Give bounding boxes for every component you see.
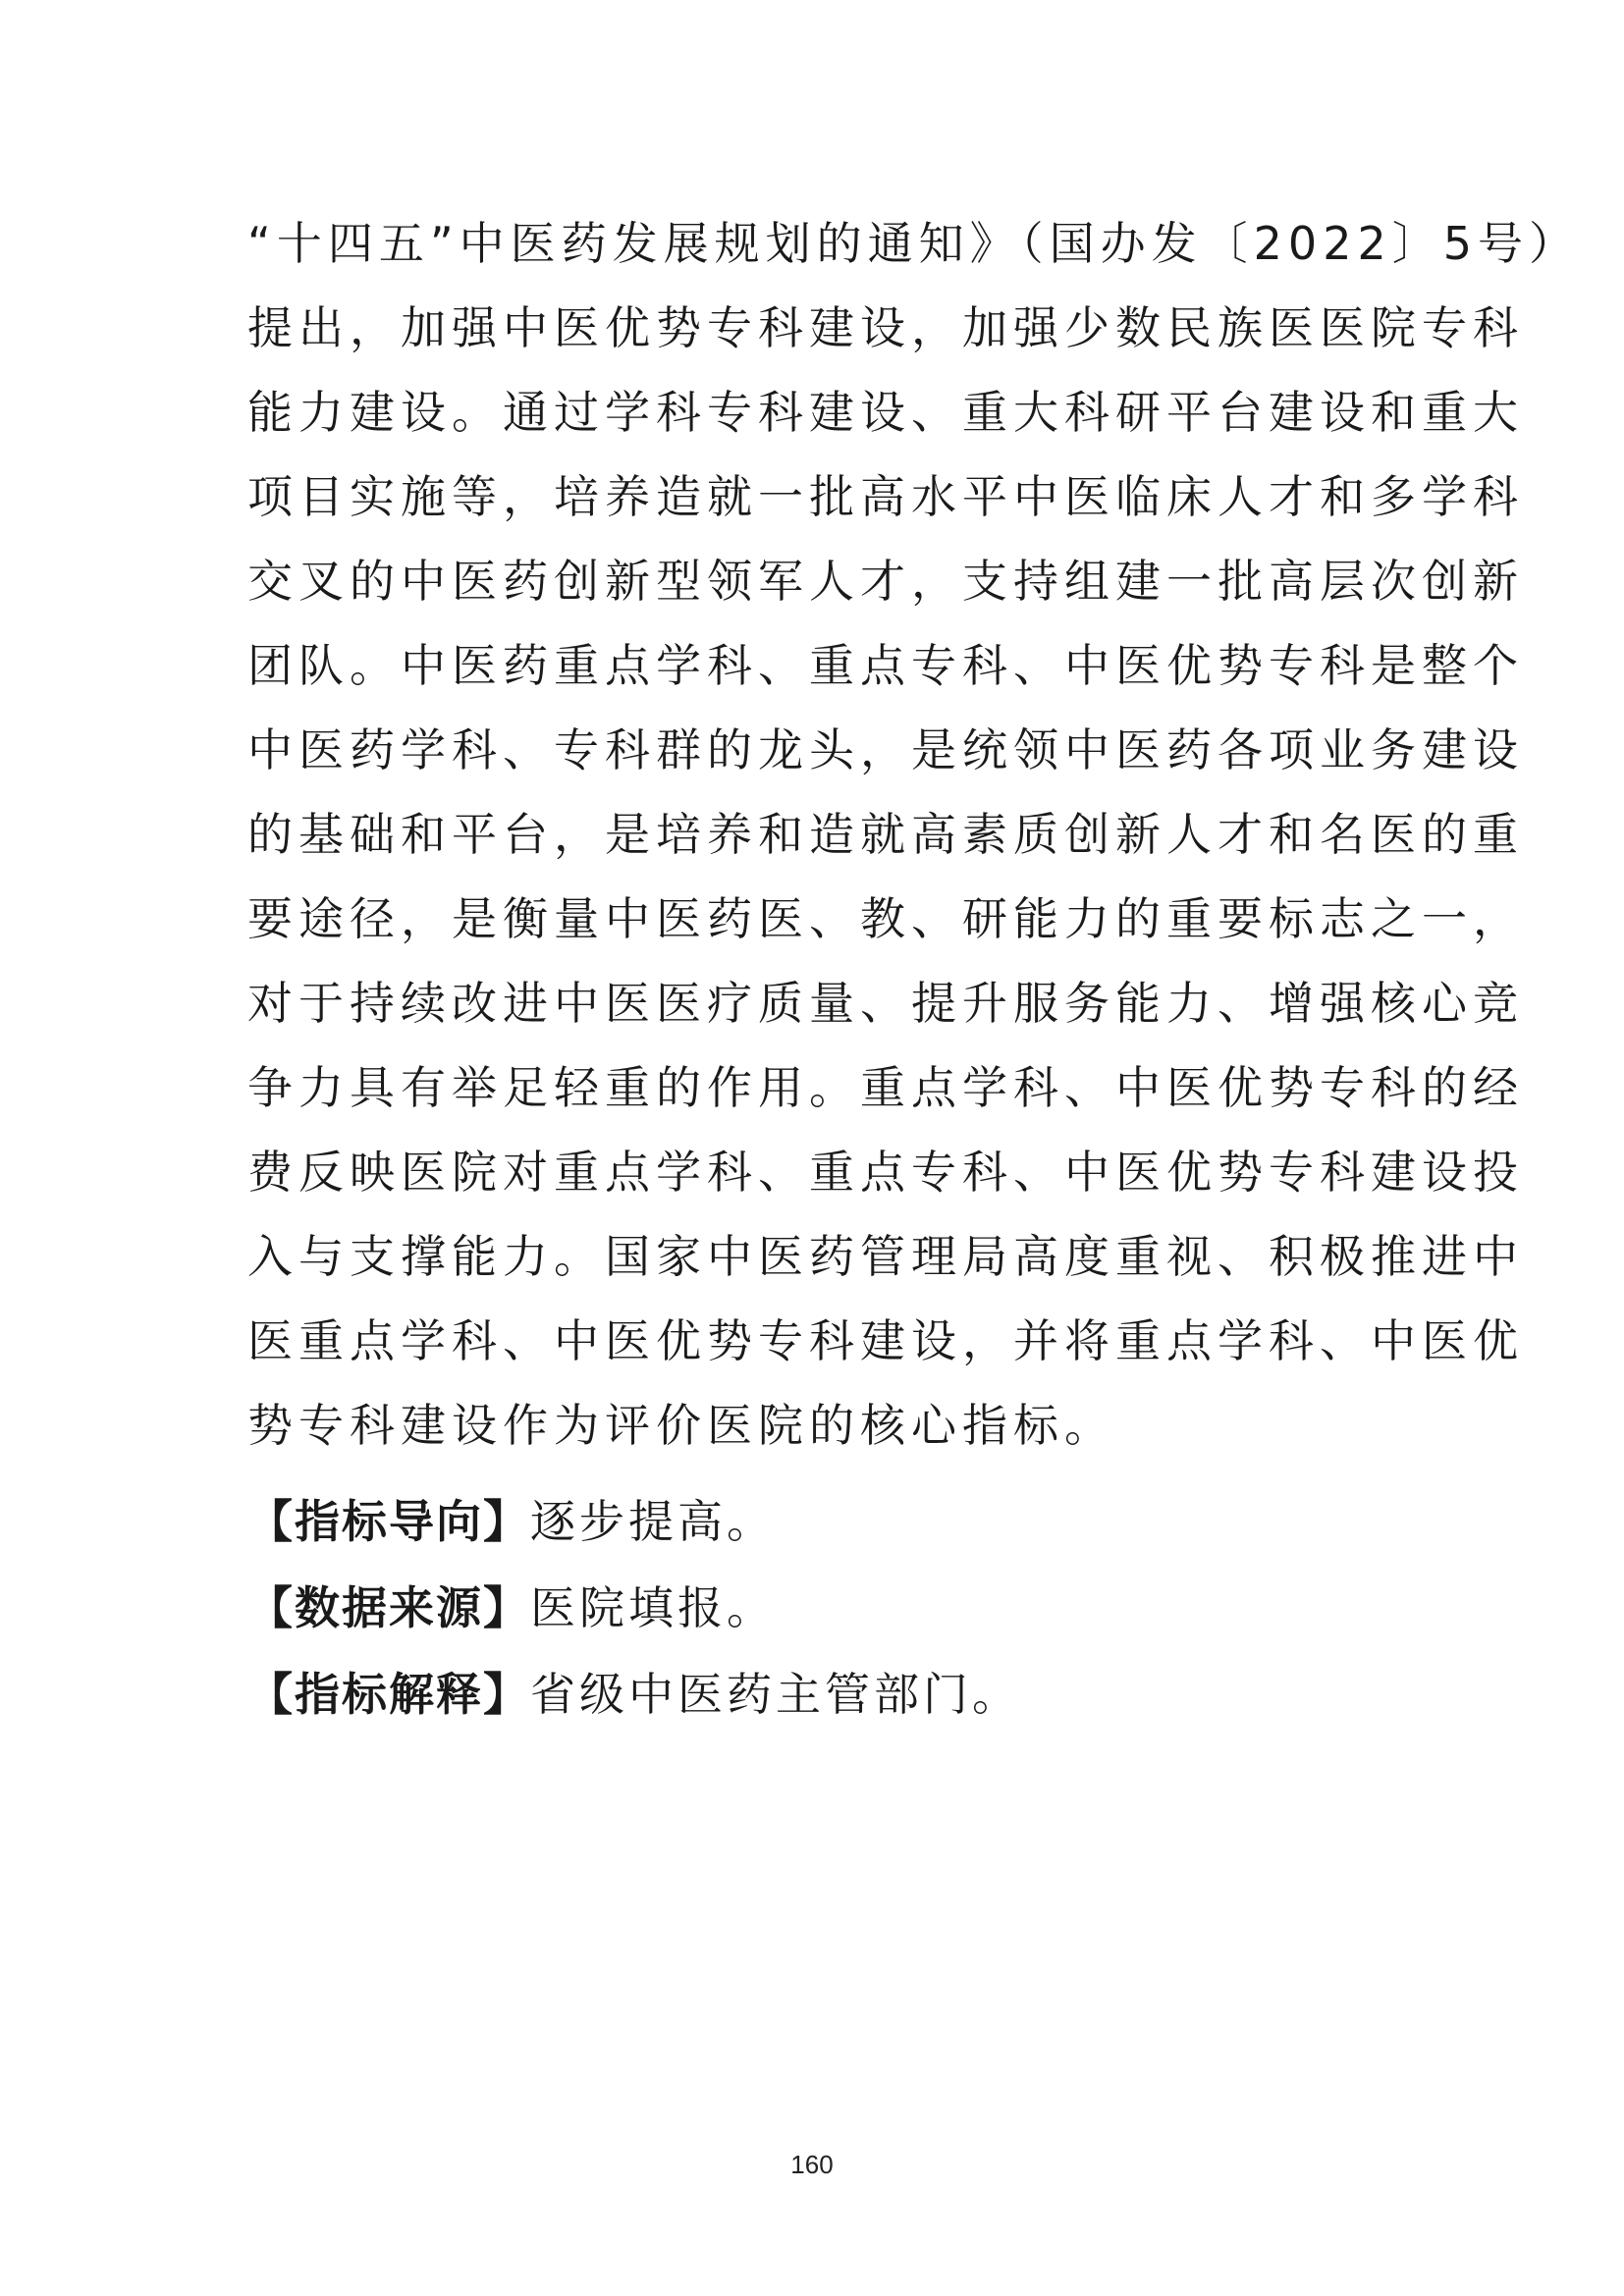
paragraph-line: 团队。中医药重点学科、重点专科、中医优势专科是整个	[247, 639, 1524, 692]
indicator-meta	[247, 1478, 1377, 1737]
paragraph-line: 费反映医院对重点学科、重点专科、中医优势专科建设投	[247, 1146, 1524, 1199]
paragraph-line: 医重点学科、中医优势专科建设，并将重点学科、中医优	[247, 1314, 1524, 1367]
meta-label: 【数据来源】	[247, 1581, 530, 1634]
paragraph-line: 争力具有举足轻重的作用。重点学科、中医优势专科的经	[247, 1061, 1524, 1114]
body-paragraph	[247, 201, 1580, 1468]
paragraph-line: 交叉的中医药创新型领军人才，支持组建一批高层次创新	[247, 555, 1524, 608]
paragraph-line: 提出，加强中医优势专科建设，加强少数民族医医院专科	[247, 301, 1524, 354]
meta-label: 【指标解释】	[247, 1668, 530, 1721]
indicator-explanation	[247, 1651, 1377, 1737]
paragraph-line: 势专科建设作为评价医院的核心指标。	[247, 1399, 1115, 1452]
indicator-direction	[247, 1478, 1377, 1565]
page-number: 160	[790, 2150, 834, 2179]
paragraph-line: 对于持续改进中医医疗质量、提升服务能力、增强核心竞	[247, 977, 1524, 1030]
meta-value: 逐步提高。	[530, 1495, 776, 1548]
paragraph-line: 中医药学科、专科群的龙头，是统领中医药各项业务建设	[247, 723, 1524, 776]
paragraph-line: 项目实施等，培养造就一批高水平中医临床人才和多学科	[247, 470, 1524, 523]
data-source	[247, 1565, 1377, 1651]
paragraph-line: 入与支撑能力。国家中医药管理局高度重视、积极推进中	[247, 1230, 1524, 1283]
paragraph-line: 要途径，是衡量中医药医、教、研能力的重要标志之一，	[247, 892, 1524, 945]
paragraph-line: 能力建设。通过学科专科建设、重大科研平台建设和重大	[247, 386, 1524, 439]
meta-label: 【指标导向】	[247, 1495, 530, 1548]
paragraph-line: 的基础和平台，是培养和造就高素质创新人才和名医的重	[247, 808, 1524, 861]
meta-value: 医院填报。	[530, 1581, 776, 1634]
meta-value: 省级中医药主管部门。	[530, 1668, 1021, 1721]
paragraph-line: “十四五”中医药发展规划的通知》（国办发〔2022〕5号）	[247, 217, 1580, 270]
